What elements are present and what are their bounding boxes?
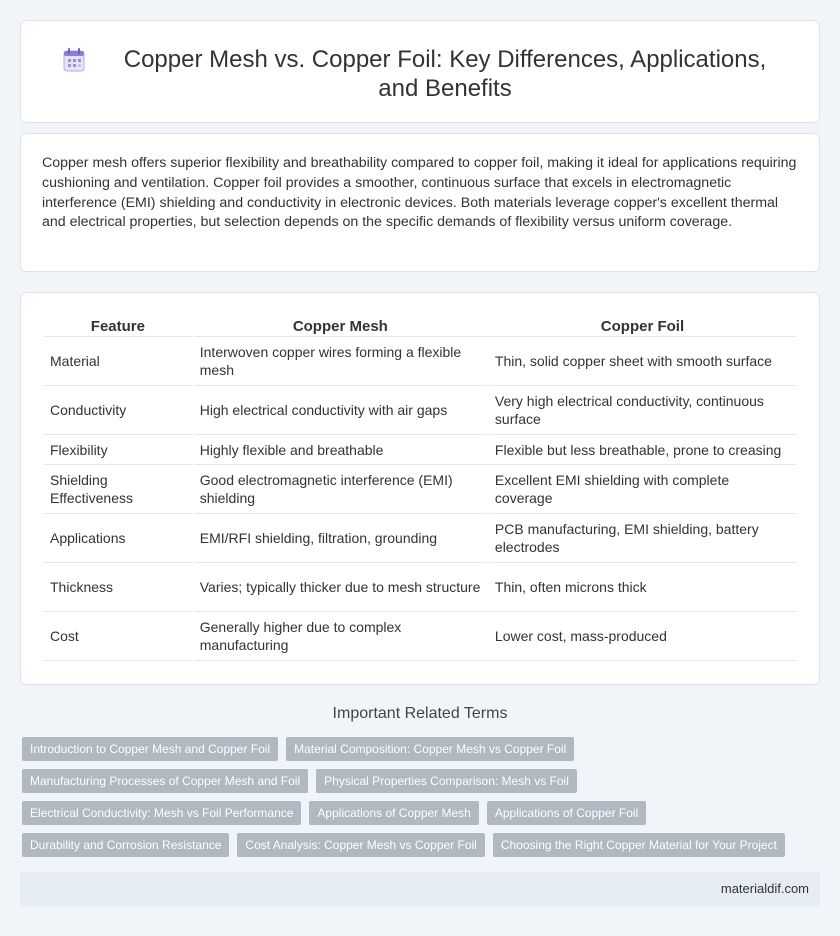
table-cell: Very high electrical conductivity, continuous surface — [489, 386, 796, 435]
related-term-tag[interactable]: Choosing the Right Copper Material for Your Project — [493, 833, 785, 857]
table-cell: High electrical conductivity with air gaps — [194, 386, 487, 435]
related-term-tag[interactable]: Material Composition: Copper Mesh vs Copper Foil — [286, 737, 574, 761]
table-row — [44, 386, 796, 435]
table-cell: Thin, solid copper sheet with smooth surface — [489, 337, 796, 386]
table-cell: Material — [44, 337, 192, 386]
table-cell: Generally higher due to complex manufacturing — [194, 612, 487, 661]
table-cell: Applications — [44, 514, 192, 563]
table-cell: Excellent EMI shielding with complete coverage — [489, 465, 796, 514]
table-row — [44, 612, 796, 661]
related-term-tag[interactable]: Applications of Copper Mesh — [309, 801, 478, 825]
column-header: Copper Mesh — [194, 315, 487, 337]
table-cell: Thin, often microns thick — [489, 563, 796, 612]
table-cell: Flexibility — [44, 435, 192, 465]
footer-site-link[interactable]: materialdif.com — [720, 881, 809, 896]
page-title: Copper Mesh vs. Copper Foil: Key Differences, Applications, and Benefits — [123, 46, 767, 102]
table-cell: Lower cost, mass-produced — [489, 612, 796, 661]
related-term-tag[interactable]: Electrical Conductivity: Mesh vs Foil Performance — [22, 801, 301, 825]
related-term-tag[interactable]: Applications of Copper Foil — [487, 801, 646, 825]
table-cell: Varies; typically thicker due to mesh structure — [194, 563, 487, 612]
comparison-card — [20, 292, 820, 685]
related-terms-title: Important Related Terms — [332, 705, 508, 722]
related-terms-list — [22, 737, 812, 865]
table-row — [44, 514, 796, 563]
comparison-table — [42, 315, 798, 661]
summary-card — [20, 133, 820, 272]
table-row — [44, 337, 796, 386]
table-cell: Shielding Effectiveness — [44, 465, 192, 514]
related-term-tag[interactable]: Physical Properties Comparison: Mesh vs Foil — [316, 769, 577, 793]
table-cell: Flexible but less breathable, prone to creasing — [489, 435, 796, 465]
table-row — [44, 435, 796, 465]
title-card — [20, 20, 820, 123]
table-cell: Conductivity — [44, 386, 192, 435]
related-term-tag[interactable]: Manufacturing Processes of Copper Mesh and Foil — [22, 769, 308, 793]
table-row — [44, 465, 796, 514]
table-cell: Cost — [44, 612, 192, 661]
table-cell: Good electromagnetic interference (EMI) shielding — [194, 465, 487, 514]
related-term-tag[interactable]: Durability and Corrosion Resistance — [22, 833, 229, 857]
related-term-tag[interactable]: Cost Analysis: Copper Mesh vs Copper Foil — [237, 833, 484, 857]
footer — [20, 872, 820, 906]
related-term-tag[interactable]: Introduction to Copper Mesh and Copper Foil — [22, 737, 278, 761]
table-row — [44, 563, 796, 612]
table-cell: Interwoven copper wires forming a flexible mesh — [194, 337, 487, 386]
table-header-row — [44, 315, 796, 337]
table-cell: Highly flexible and breathable — [194, 435, 487, 465]
table-cell: Thickness — [44, 563, 192, 612]
column-header: Feature — [44, 315, 192, 337]
table-cell: EMI/RFI shielding, filtration, grounding — [194, 514, 487, 563]
table-cell: PCB manufacturing, EMI shielding, battery electrodes — [489, 514, 796, 563]
summary-text: Copper mesh offers superior flexibility and breathability compared to copper foil, making it ideal for applications requiring cushioning and ventilation. Copper foil provides a smoother, continuous surface that excels in electromagnetic interference (EMI) shielding and conductivity in electronic devices. Both materials leverage copper's excellent thermal and electrical properties, but selection depends on the specific demands of flexibility versus uniform coverage. — [42, 155, 797, 231]
column-header: Copper Foil — [489, 315, 796, 337]
